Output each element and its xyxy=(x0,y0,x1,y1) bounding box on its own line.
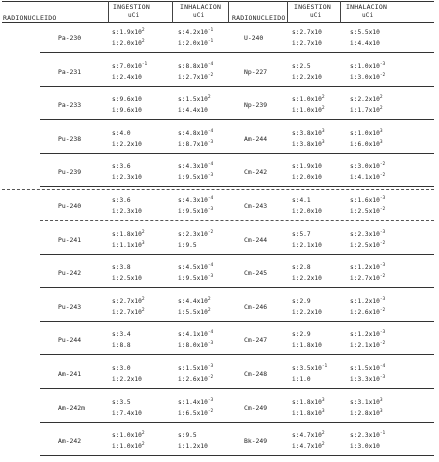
inhalation-soluble-right: $s:1.5x10^{-4}$ xyxy=(350,364,386,372)
ingestion-soluble-right: s:2.9 xyxy=(292,331,311,339)
ingestion-soluble-left: s:3.8 xyxy=(112,264,131,272)
ingestion-soluble-left-exponent: 2 xyxy=(141,229,145,235)
inhalation-insoluble-left: $i:6.5x10^{-2}$ xyxy=(178,408,214,417)
inhalation-insoluble-left-exponent: -2 xyxy=(207,375,214,380)
ingestion-insoluble-right: $i:3.8x10^3$ xyxy=(292,139,325,148)
inhalation-soluble-left: $s:8.8x10^{-4}$ xyxy=(178,61,214,70)
inhalation-soluble-right: $s:2.2x10^2$ xyxy=(350,95,383,104)
ingestion-insoluble-left: i:2.3x10 xyxy=(112,208,142,215)
nuclide-right: U-240 xyxy=(244,34,264,42)
inhalation-insoluble-left: i:4.4x10 xyxy=(178,107,208,115)
ingestion-soluble-left-exponent: 2 xyxy=(141,431,145,437)
inhalation-insoluble-left-exponent: -2 xyxy=(207,72,214,78)
nuclide-right: Cm-242 xyxy=(244,168,268,177)
row-separator xyxy=(40,86,434,87)
row-separator xyxy=(40,287,434,288)
header-radionucleido-left: RADIONUCLEIDO xyxy=(3,14,57,22)
ingestion-soluble-left: s:3.0 xyxy=(112,365,131,372)
inhalation-soluble-right: s:5.5x10 xyxy=(350,29,380,36)
row-separator xyxy=(40,388,434,389)
inhalation-soluble-right-exponent: -3 xyxy=(379,263,386,269)
inhalation-insoluble-left-exponent: -3 xyxy=(207,139,214,145)
inhalation-insoluble-right-exponent: 3 xyxy=(379,139,383,145)
inhalation-soluble-right-exponent: 3 xyxy=(379,128,383,134)
header-inhalacion-right: INHALACION xyxy=(346,3,388,11)
inhalation-soluble-left: $s:4.1x10^{-4}$ xyxy=(178,330,214,339)
nuclide-right: Cm-248 xyxy=(244,370,268,378)
ingestion-insoluble-right: $i:1.0x10^2$ xyxy=(292,106,325,115)
header-divider-5 xyxy=(340,1,341,23)
nuclide-left: Pu-241 xyxy=(58,235,82,244)
ingestion-soluble-right: $s:3.5x10^{-1}$ xyxy=(292,364,328,372)
ingestion-insoluble-left: i:2.4x10 xyxy=(112,73,142,81)
nuclide-left: Pu-242 xyxy=(58,269,82,278)
inhalation-soluble-left-exponent: -4 xyxy=(207,196,214,201)
ingestion-soluble-right: $s:4.7x10^2$ xyxy=(292,431,325,440)
inhalation-soluble-left-exponent: -1 xyxy=(207,28,214,33)
row-separator xyxy=(40,153,434,154)
inhalation-soluble-left: $s:1.5x10^2$ xyxy=(178,95,211,104)
inhalation-soluble-left: $s:4.2x10^{-1}$ xyxy=(178,28,214,36)
ingestion-soluble-right-exponent: 2 xyxy=(321,95,325,101)
inhalation-insoluble-right-exponent: -2 xyxy=(379,341,386,347)
nuclide-right: Bk-249 xyxy=(244,437,268,446)
inhalation-insoluble-left: $i:2.7x10^{-2}$ xyxy=(178,72,214,81)
ingestion-soluble-left: s:3.6 xyxy=(112,163,131,171)
inhalation-insoluble-left: $i:8.7x10^{-3}$ xyxy=(178,139,214,148)
inhalation-insoluble-left: i:1.2x10 xyxy=(178,443,208,451)
nuclide-right: Np-239 xyxy=(244,101,268,110)
ingestion-insoluble-right-exponent: 2 xyxy=(321,106,325,112)
inhalation-insoluble-left: $i:9.5x10^{-3}$ xyxy=(178,173,214,182)
inhalation-soluble-right-exponent: -3 xyxy=(379,229,386,235)
inhalation-soluble-right: $s:1.0x10^{-3}$ xyxy=(350,61,386,70)
ingestion-insoluble-left-exponent: 2 xyxy=(141,442,145,448)
inhalation-soluble-right-exponent: 3 xyxy=(379,397,383,403)
row-separator xyxy=(40,321,434,322)
inhalation-insoluble-right: $i:2.5x10^{-2}$ xyxy=(350,240,386,249)
inhalation-soluble-left: $s:4.5x10^{-4}$ xyxy=(178,263,214,272)
inhalation-soluble-left: $s:1.4x10^{-3}$ xyxy=(178,397,214,406)
ingestion-soluble-left: $s:1.0x10^2$ xyxy=(112,431,145,440)
ingestion-insoluble-right: i:1.8x10 xyxy=(292,342,322,350)
ingestion-insoluble-left: i:2.3x10 xyxy=(112,174,142,182)
inhalation-insoluble-right-exponent: -2 xyxy=(379,173,386,179)
ingestion-insoluble-right-exponent: 3 xyxy=(321,408,325,414)
ingestion-soluble-left: s:3.6 xyxy=(112,197,131,204)
ingestion-soluble-right-exponent: 2 xyxy=(321,431,325,437)
header-divider-2 xyxy=(172,1,173,23)
ingestion-insoluble-right: i:2.7x10 xyxy=(292,40,322,47)
inhalation-soluble-right: $s:2.3x10^{-3}$ xyxy=(350,229,386,238)
ingestion-insoluble-right-exponent: 2 xyxy=(321,442,325,448)
ingestion-soluble-left: $s:7.0x10^{-1}$ xyxy=(112,61,148,70)
ingestion-insoluble-left: i:2.2x10 xyxy=(112,376,142,383)
ingestion-insoluble-left: $i:2.7x10^2$ xyxy=(112,307,145,316)
ingestion-soluble-right: $s:1.0x10^2$ xyxy=(292,95,325,104)
ingestion-insoluble-left: i:9.6x10 xyxy=(112,107,142,115)
nuclide-left: Pu-243 xyxy=(58,302,82,311)
inhalation-insoluble-left: $i:9.5x10^{-3}$ xyxy=(178,207,214,215)
inhalation-soluble-right: $s:1.2x10^{-3}$ xyxy=(350,330,386,339)
nuclide-left: Pa-233 xyxy=(58,101,82,110)
header-top-rule xyxy=(2,1,434,2)
inhalation-insoluble-left: $i:8.0x10^{-3}$ xyxy=(178,341,214,350)
ingestion-soluble-right-exponent: 3 xyxy=(321,397,325,403)
inhalation-insoluble-right-exponent: -2 xyxy=(379,240,386,246)
inhalation-soluble-left-exponent: -4 xyxy=(207,61,214,67)
nuclide-right: Cm-243 xyxy=(244,202,268,210)
inhalation-soluble-right-exponent: -3 xyxy=(379,330,386,336)
nuclide-left: Pu-244 xyxy=(58,336,82,345)
inhalation-soluble-right: $s:1.2x10^{-3}$ xyxy=(350,296,386,305)
inhalation-soluble-right: $s:3.1x10^3$ xyxy=(350,397,383,406)
inhalation-soluble-left-exponent: -3 xyxy=(207,364,214,369)
ingestion-insoluble-right: i:2.2x10 xyxy=(292,73,322,81)
nuclide-right: Cm-245 xyxy=(244,269,268,278)
inhalation-insoluble-right-exponent: -2 xyxy=(379,207,386,212)
inhalation-soluble-right: $s:2.3x10^{-1}$ xyxy=(350,431,386,440)
ingestion-soluble-right: s:2.7x10 xyxy=(292,29,322,36)
ingestion-soluble-right: s:2.9 xyxy=(292,297,311,305)
header-divider-3 xyxy=(228,1,229,23)
row-separator xyxy=(40,422,434,423)
inhalation-soluble-left-exponent: -4 xyxy=(207,263,214,269)
ingestion-soluble-right-exponent: -1 xyxy=(321,364,328,369)
ingestion-soluble-left: s:3.4 xyxy=(112,331,131,339)
ingestion-soluble-left-exponent: 2 xyxy=(141,28,145,33)
ingestion-insoluble-right: i:2.1x10 xyxy=(292,241,322,249)
inhalation-insoluble-left-exponent: -3 xyxy=(207,341,214,347)
inhalation-insoluble-left-exponent: -3 xyxy=(207,173,214,179)
inhalation-insoluble-left-exponent: -3 xyxy=(207,207,214,212)
row-separator xyxy=(40,354,434,355)
ingestion-soluble-left: s:9.6x10 xyxy=(112,96,142,104)
inhalation-insoluble-left-exponent: -1 xyxy=(207,39,214,44)
inhalation-insoluble-right-exponent: -2 xyxy=(379,307,386,313)
ingestion-insoluble-left: i:8.8 xyxy=(112,342,131,350)
ingestion-soluble-left: $s:1.8x10^2$ xyxy=(112,229,145,238)
inhalation-insoluble-right: $i:3.0x10^{-2}$ xyxy=(350,72,386,81)
ingestion-insoluble-left: i:2.5x10 xyxy=(112,275,142,283)
inhalation-insoluble-right: $i:1.7x10^2$ xyxy=(350,106,383,115)
ingestion-soluble-left: $s:1.9x10^2$ xyxy=(112,28,145,36)
nuclide-left: Pu-240 xyxy=(58,202,82,210)
ingestion-insoluble-left: $i:2.0x10^2$ xyxy=(112,39,145,47)
inhalation-soluble-left-exponent: -2 xyxy=(207,229,214,235)
ingestion-soluble-left: s:3.5 xyxy=(112,398,131,406)
inhalation-soluble-left: $s:1.5x10^{-3}$ xyxy=(178,364,214,372)
inhalation-soluble-right-exponent: -4 xyxy=(379,364,386,369)
inhalation-insoluble-right-exponent: -3 xyxy=(379,375,386,380)
ingestion-insoluble-right: i:2.0x10 xyxy=(292,208,322,215)
nuclide-left: Am-242m xyxy=(58,403,85,412)
ingestion-insoluble-left: i:2.2x10 xyxy=(112,140,142,148)
inhalation-insoluble-left: $i:2.0x10^{-1}$ xyxy=(178,39,214,47)
inhalation-insoluble-right: i:4.4x10 xyxy=(350,40,380,47)
row-separator xyxy=(40,220,434,221)
header-ingestion-left: INGESTION xyxy=(113,3,151,11)
inhalation-insoluble-right: $i:2.8x10^3$ xyxy=(350,408,383,417)
ingestion-insoluble-right: $i:4.7x10^2$ xyxy=(292,442,325,451)
ingestion-insoluble-left-exponent: 3 xyxy=(141,240,145,246)
inhalation-insoluble-right-exponent: -2 xyxy=(379,274,386,280)
row-separator xyxy=(40,119,434,120)
ingestion-insoluble-left-exponent: 2 xyxy=(141,39,145,44)
inhalation-soluble-right: $s:1.2x10^{-3}$ xyxy=(350,263,386,272)
nuclide-right: Am-244 xyxy=(244,134,268,143)
nuclide-right: Np-227 xyxy=(244,67,268,76)
header-bottom-rule xyxy=(2,22,434,23)
inhalation-soluble-right-exponent: -3 xyxy=(379,196,386,201)
nuclide-right: Cm-249 xyxy=(244,403,268,412)
inhalation-soluble-right: $s:3.0x10^{-2}$ xyxy=(350,162,386,171)
ingestion-soluble-left-exponent: 2 xyxy=(141,296,145,302)
inhalation-insoluble-right: $i:2.5x10^{-2}$ xyxy=(350,207,386,215)
inhalation-insoluble-left: i:9.5 xyxy=(178,241,197,249)
nuclide-right: Cm-244 xyxy=(244,235,268,244)
ingestion-insoluble-right: i:2.0x10 xyxy=(292,174,322,182)
inhalation-insoluble-left-exponent: 2 xyxy=(207,307,211,313)
ingestion-insoluble-left: $i:1.1x10^3$ xyxy=(112,240,145,249)
row-separator xyxy=(40,254,434,255)
ingestion-soluble-left-exponent: -1 xyxy=(141,61,148,67)
ingestion-soluble-right: $s:1.8x10^3$ xyxy=(292,397,325,406)
ingestion-insoluble-right: i:2.2x10 xyxy=(292,308,322,316)
header-divider-4 xyxy=(287,1,288,23)
inhalation-soluble-left-exponent: -4 xyxy=(207,128,214,134)
inhalation-soluble-right-exponent: -3 xyxy=(379,61,386,67)
ingestion-insoluble-right-exponent: 3 xyxy=(321,139,325,145)
header-radionucleido-right: RADIONUCLEIDO xyxy=(232,14,286,22)
header-inhalacion-unit-left: uCi xyxy=(193,12,205,19)
ingestion-soluble-right-exponent: 3 xyxy=(321,128,325,134)
inhalation-insoluble-right: $i:2.7x10^{-2}$ xyxy=(350,274,386,283)
inhalation-soluble-left-exponent: -4 xyxy=(207,162,214,168)
nuclide-left: Am-241 xyxy=(58,370,82,378)
inhalation-soluble-left: $s:4.3x10^{-4}$ xyxy=(178,196,214,204)
header-inhalacion-left: INHALACION xyxy=(180,3,222,11)
inhalation-soluble-left: $s:4.4x10^2$ xyxy=(178,296,211,305)
inhalation-insoluble-left-exponent: -3 xyxy=(207,274,214,280)
inhalation-soluble-left-exponent: 2 xyxy=(207,95,211,101)
header-ingestion-unit-left: uCi xyxy=(128,12,140,19)
inhalation-insoluble-left: $i:2.6x10^{-2}$ xyxy=(178,375,214,383)
inhalation-insoluble-right-exponent: 2 xyxy=(379,106,383,112)
inhalation-soluble-left: $s:2.3x10^{-2}$ xyxy=(178,229,214,238)
inhalation-soluble-left: $s:4.8x10^{-4}$ xyxy=(178,128,214,137)
ingestion-soluble-left: $s:2.7x10^2$ xyxy=(112,296,145,305)
ingestion-insoluble-right: i:1.0 xyxy=(292,376,311,383)
inhalation-insoluble-right: $i:4.1x10^{-2}$ xyxy=(350,173,386,182)
ingestion-insoluble-right: $i:1.8x10^3$ xyxy=(292,408,325,417)
fold-line xyxy=(2,189,434,190)
header-ingestion-unit-right: uCi xyxy=(310,12,322,19)
inhalation-insoluble-right: $i:2.6x10^{-2}$ xyxy=(350,307,386,316)
header-divider-1 xyxy=(108,1,109,23)
nuclide-left: Pu-238 xyxy=(58,134,82,143)
ingestion-soluble-right: s:2.5 xyxy=(292,62,311,70)
ingestion-soluble-right: s:5.7 xyxy=(292,230,311,238)
inhalation-soluble-left-exponent: 2 xyxy=(207,296,211,302)
ingestion-soluble-right: s:1.9x10 xyxy=(292,163,322,171)
inhalation-insoluble-right: $i:3.3x10^{-3}$ xyxy=(350,375,386,383)
inhalation-insoluble-left: $i:9.5x10^{-3}$ xyxy=(178,274,214,283)
ingestion-insoluble-left: i:7.4x10 xyxy=(112,409,142,417)
inhalation-soluble-left-exponent: -4 xyxy=(207,330,214,336)
inhalation-soluble-left-exponent: -3 xyxy=(207,397,214,403)
inhalation-soluble-right-exponent: -2 xyxy=(379,162,386,168)
ingestion-insoluble-left: $i:1.0x10^2$ xyxy=(112,442,145,451)
row-separator xyxy=(40,455,434,456)
header-ingestion-right: INGESTION xyxy=(294,3,332,11)
nuclide-left: Pu-239 xyxy=(58,168,82,177)
inhalation-soluble-right-exponent: 2 xyxy=(379,95,383,101)
inhalation-soluble-right-exponent: -1 xyxy=(379,431,386,437)
inhalation-soluble-left: s:9.5 xyxy=(178,432,197,440)
inhalation-insoluble-right: i:3.0x10 xyxy=(350,443,380,451)
ingestion-insoluble-left-exponent: 2 xyxy=(141,307,145,313)
inhalation-insoluble-left-exponent: -2 xyxy=(207,408,214,414)
inhalation-soluble-right: $s:1.0x10^3$ xyxy=(350,128,383,137)
nuclide-right: Cm-246 xyxy=(244,302,268,311)
ingestion-insoluble-right: i:2.2x10 xyxy=(292,275,322,283)
ingestion-soluble-right: s:2.8 xyxy=(292,264,311,272)
header-inhalacion-unit-right: uCi xyxy=(362,12,374,19)
inhalation-soluble-right-exponent: -3 xyxy=(379,296,386,302)
ingestion-soluble-left: s:4.0 xyxy=(112,129,131,137)
nuclide-left: Pa-231 xyxy=(58,67,82,76)
nuclide-right: Cm-247 xyxy=(244,336,268,345)
nuclide-left: Am-242 xyxy=(58,437,82,446)
row-separator xyxy=(40,52,434,53)
inhalation-soluble-right: $s:1.6x10^{-3}$ xyxy=(350,196,386,204)
inhalation-soluble-left: $s:4.3x10^{-4}$ xyxy=(178,162,214,171)
row-separator xyxy=(40,186,434,187)
inhalation-insoluble-right-exponent: 3 xyxy=(379,408,383,414)
ingestion-soluble-right: s:4.1 xyxy=(292,197,311,204)
inhalation-insoluble-right: $i:2.1x10^{-2}$ xyxy=(350,341,386,350)
inhalation-insoluble-left: $i:5.5x10^2$ xyxy=(178,307,211,316)
inhalation-insoluble-right: $i:6.0x10^3$ xyxy=(350,139,383,148)
nuclide-left: Pa-230 xyxy=(58,34,82,42)
ingestion-soluble-right: $s:3.8x10^3$ xyxy=(292,128,325,137)
inhalation-insoluble-right-exponent: -2 xyxy=(379,72,386,78)
